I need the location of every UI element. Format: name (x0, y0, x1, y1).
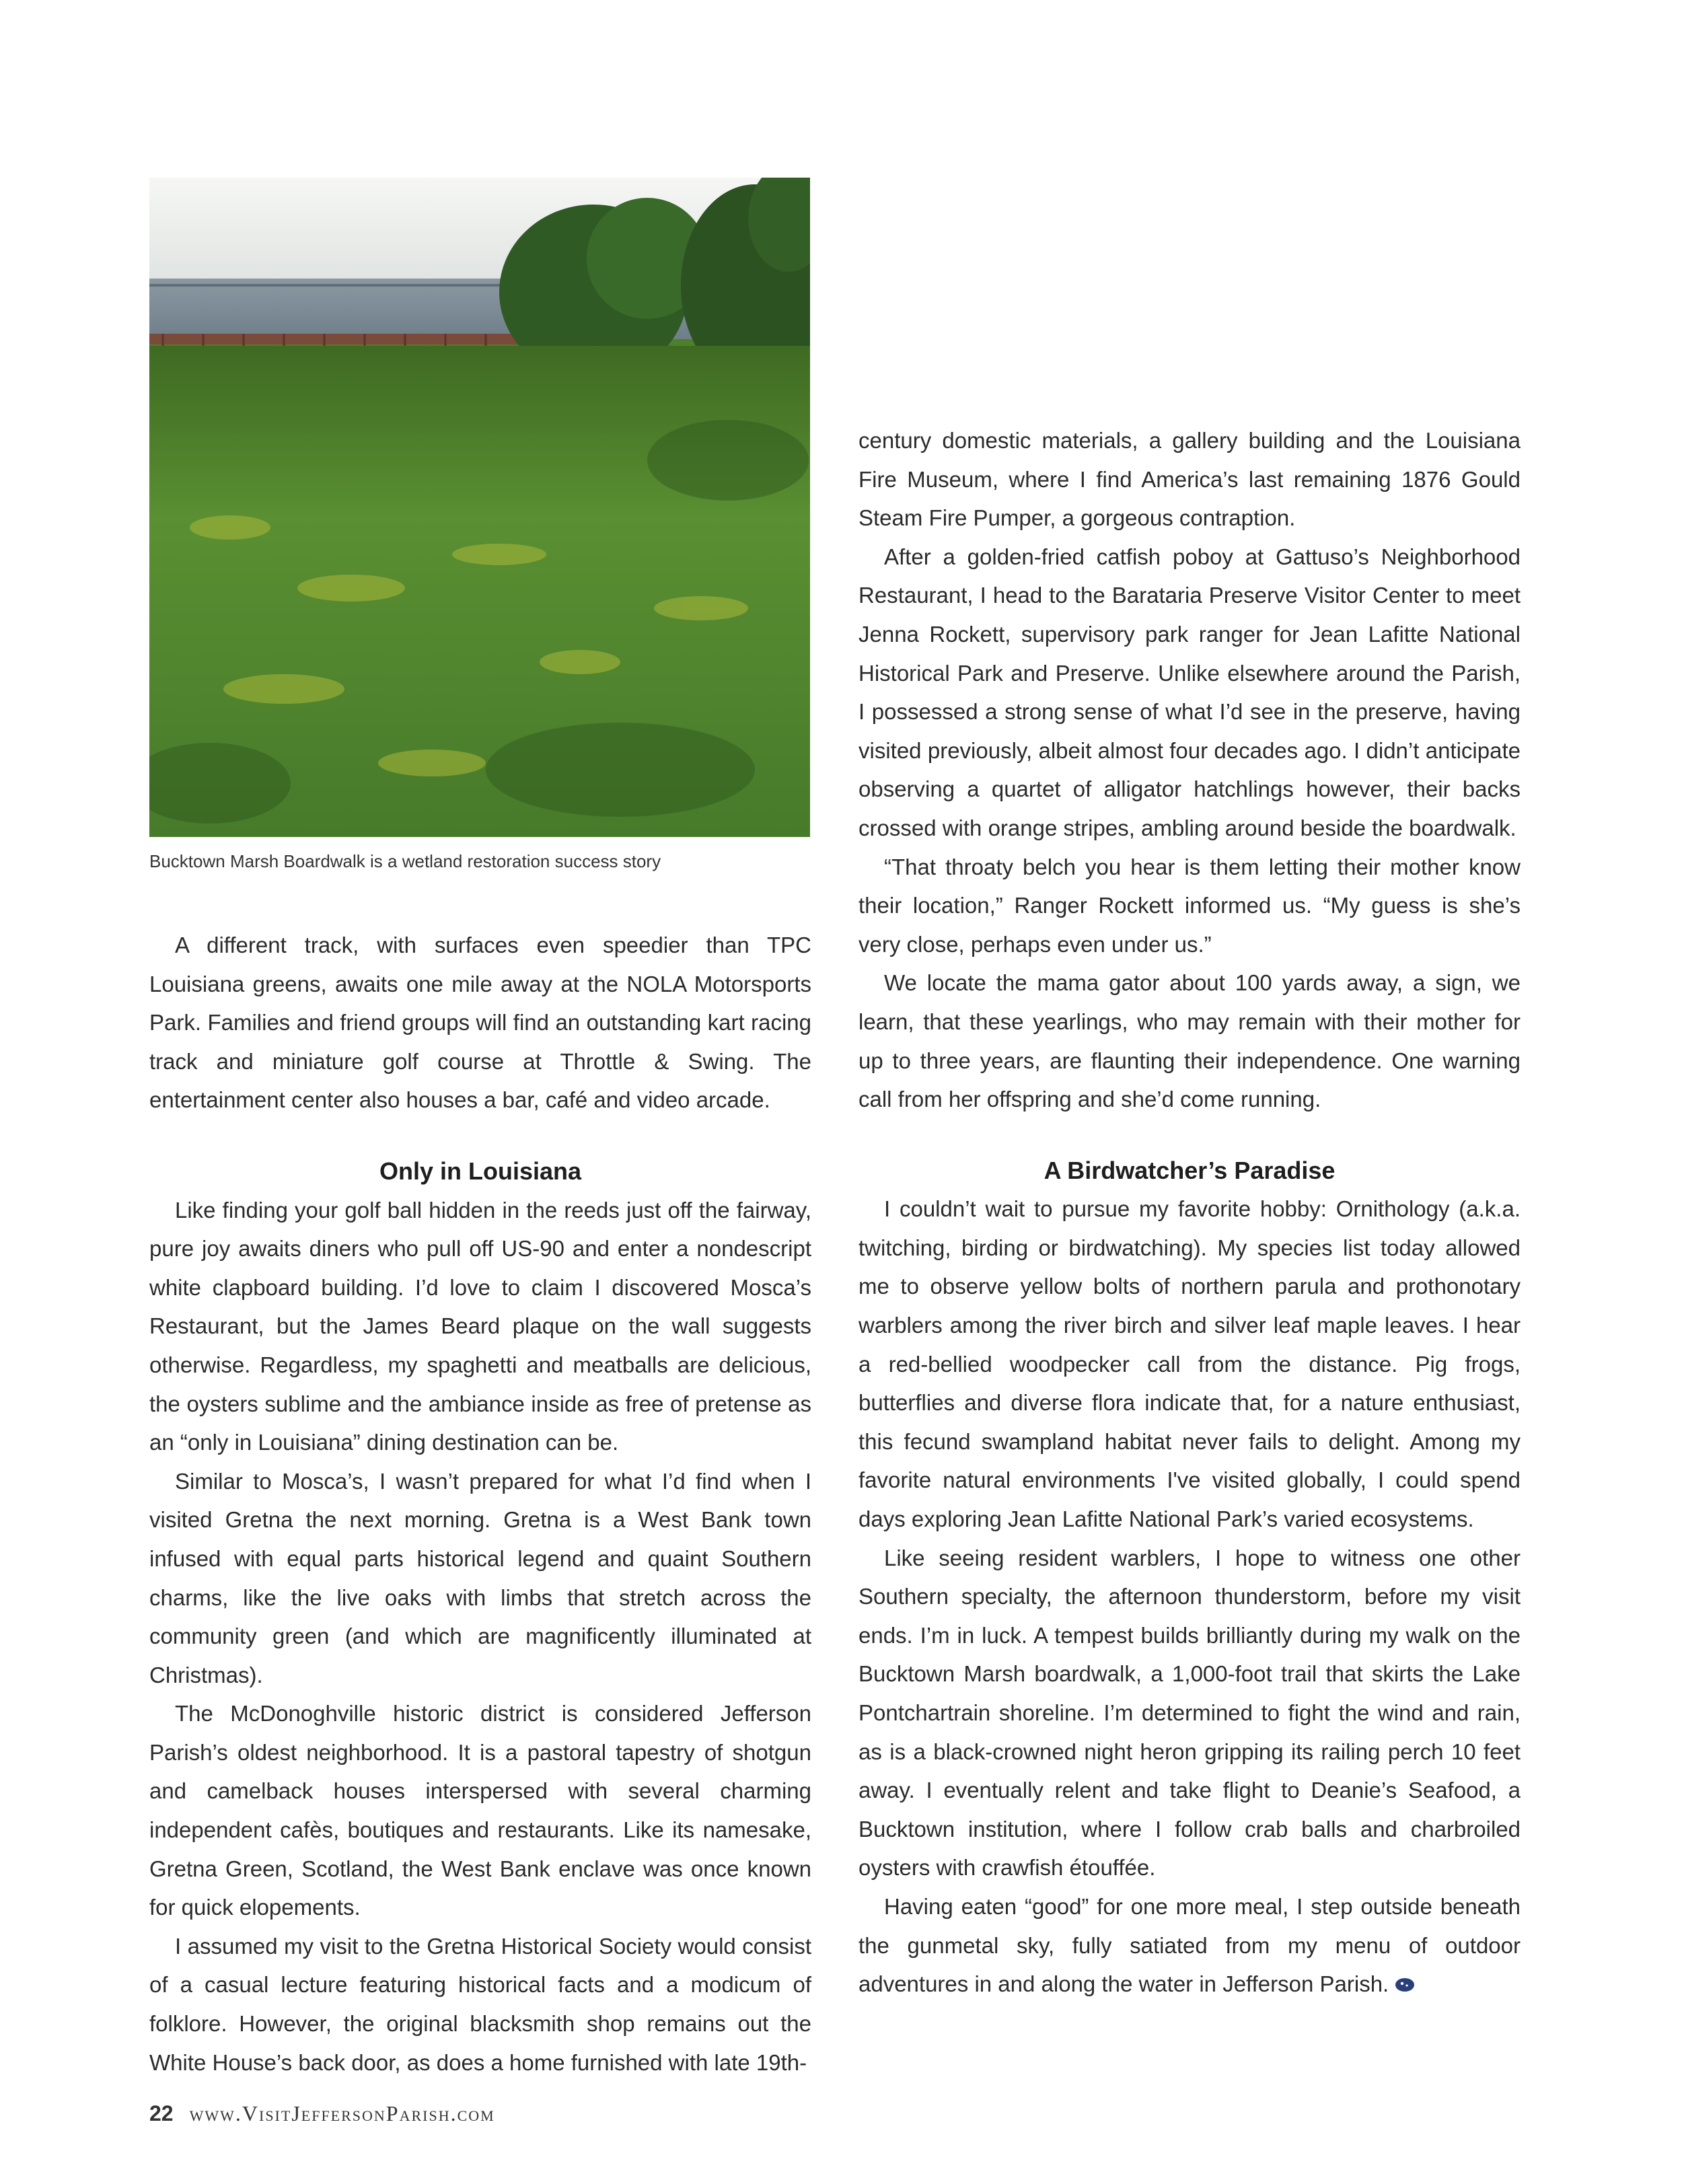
body-paragraph: Similar to Mosca’s, I wasn’t prepared for what I’d find when I visited Gretna the next morning. Gretna is a West Bank town infused with equal parts historical legend and quaint Southern charms, like the live oaks with limbs that stretch across the community green (and which are magnificently illuminated at Christmas). (149, 1468, 811, 1687)
body-paragraph: century domestic materials, a gallery building and the Louisiana Fire Museum, where I find America’s last remaining 1876 Gould Steam Fire Pumper, a gorgeous contraption. (858, 428, 1521, 531)
section-heading: A Birdwatcher’s Paradise (1044, 1156, 1336, 1184)
page-footer (149, 2097, 495, 2130)
body-paragraph: The McDonoghville historic district is considered Jefferson Parish’s oldest neighborhood. It is a pastoral tapestry of shotgun and camelback houses interspersed with several charming independent cafès, boutiques and restaurants. Like its namesake, Gretna Green, Scotland, the West Bank enclave was once known for quick elopements. (149, 1701, 811, 1920)
article-end-icon (1394, 1975, 1416, 1993)
page-number: 22 (149, 2101, 174, 2125)
right-column (858, 421, 1521, 2004)
website-url: www.VisitJeffersonParish.com (189, 2101, 495, 2125)
marsh-landscape-image (149, 178, 810, 837)
body-paragraph: “That throaty belch you hear is them letting their mother know their location,” Ranger Rockett informed us. “My guess is she’s very close, perhaps even under us.” (858, 854, 1521, 957)
body-paragraph: Like finding your golf ball hidden in the reeds just off the fairway, pure joy awaits diners who pull off US-90 and enter a nondescript white clapboard building. I’d love to claim I discovered Mosca’s Restaurant, but the James Beard plaque on the wall suggests otherwise. Regardless, my spaghetti and meatballs are delicious, the oysters sublime and the ambiance inside as free of pretense as an “only in Louisiana” dining destination can be. (149, 1197, 811, 1455)
final-paragraph-text: Having eaten “good” for one more meal, I step outside beneath the gunmetal sky, fully satiated from my menu of outdoor adventures in and along the water in Jefferson Parish. (858, 1893, 1521, 1997)
body-paragraph: We locate the mama gator about 100 yards away, a sign, we learn, that these yearlings, who may remain with their mother for up to three years, are flaunting their independence. One warning call from her offspring and she’d come running. (858, 970, 1521, 1112)
photo-caption: Bucktown Marsh Boardwalk is a wetland restoration success story (149, 851, 661, 871)
body-paragraph: Like seeing resident warblers, I hope to witness one other Southern specialty, the afternoon thunderstorm, before my visit ends. I’m in luck. A tempest builds brilliantly during my walk on the Bucktown Marsh boardwalk, a 1,000-foot trail that skirts the Lake Pontchartrain shoreline. I’m determined to fight the wind and rain, as is a black-crowned night heron gripping its railing perch 10 feet away. I eventually relent and take flight to Deanie’s Seafood, a Bucktown institution, where I follow crab balls and charbroiled oysters with crawfish étouffée. (858, 1545, 1521, 1881)
body-paragraph: After a golden-fried catfish poboy at Gattuso’s Neighborhood Restaurant, I head to the Barataria Preserve Visitor Center to meet Jenna Rockett, supervisory park ranger for Jean Lafitte National Historical Park and Preserve. Unlike elsewhere around the Parish, I possessed a strong sense of what I’d see in the preserve, having visited previously, albeit almost four decades ago. I didn’t anticipate observing a quartet of alligator hatchlings however, their backs crossed with orange stripes, ambling around beside the boardwalk. (858, 544, 1521, 840)
boardwalk-photo (149, 178, 810, 837)
body-paragraph: I assumed my visit to the Gretna Historical Society would consist of a casual lecture featuring historical facts and a modicum of folklore. However, the original blacksmith shop remains out the White House’s back door, as does a home furnished with late 19th- (149, 1933, 811, 2075)
final-paragraph (858, 1887, 1521, 2004)
section-heading: Only in Louisiana (379, 1157, 582, 1185)
body-paragraph: A different track, with surfaces even speedier than TPC Louisiana greens, awaits one mile away at the NOLA Motorsports Park. Families and friend groups will find an outstanding kart racing track and miniature golf course at Throttle & Swing. The entertainment center also houses a bar, café and video arcade. (149, 933, 811, 1113)
left-column (149, 926, 811, 2082)
body-paragraph: I couldn’t wait to pursue my favorite hobby: Ornithology (a.k.a. twitching, birding or birdwatching). My species list today allowed me to observe yellow bolts of northern parula and prothonotary warblers among the river birch and silver leaf maple leaves. I hear a red-bellied woodpecker call from the distance. Pig frogs, butterflies and diverse flora indicate that, for a nature enthusiast, this fecund swampland habitat never fails to delight. Among my favorite natural environments I've visited globally, I could spend days exploring Jean Lafitte National Park’s varied ecosystems. (858, 1196, 1521, 1532)
